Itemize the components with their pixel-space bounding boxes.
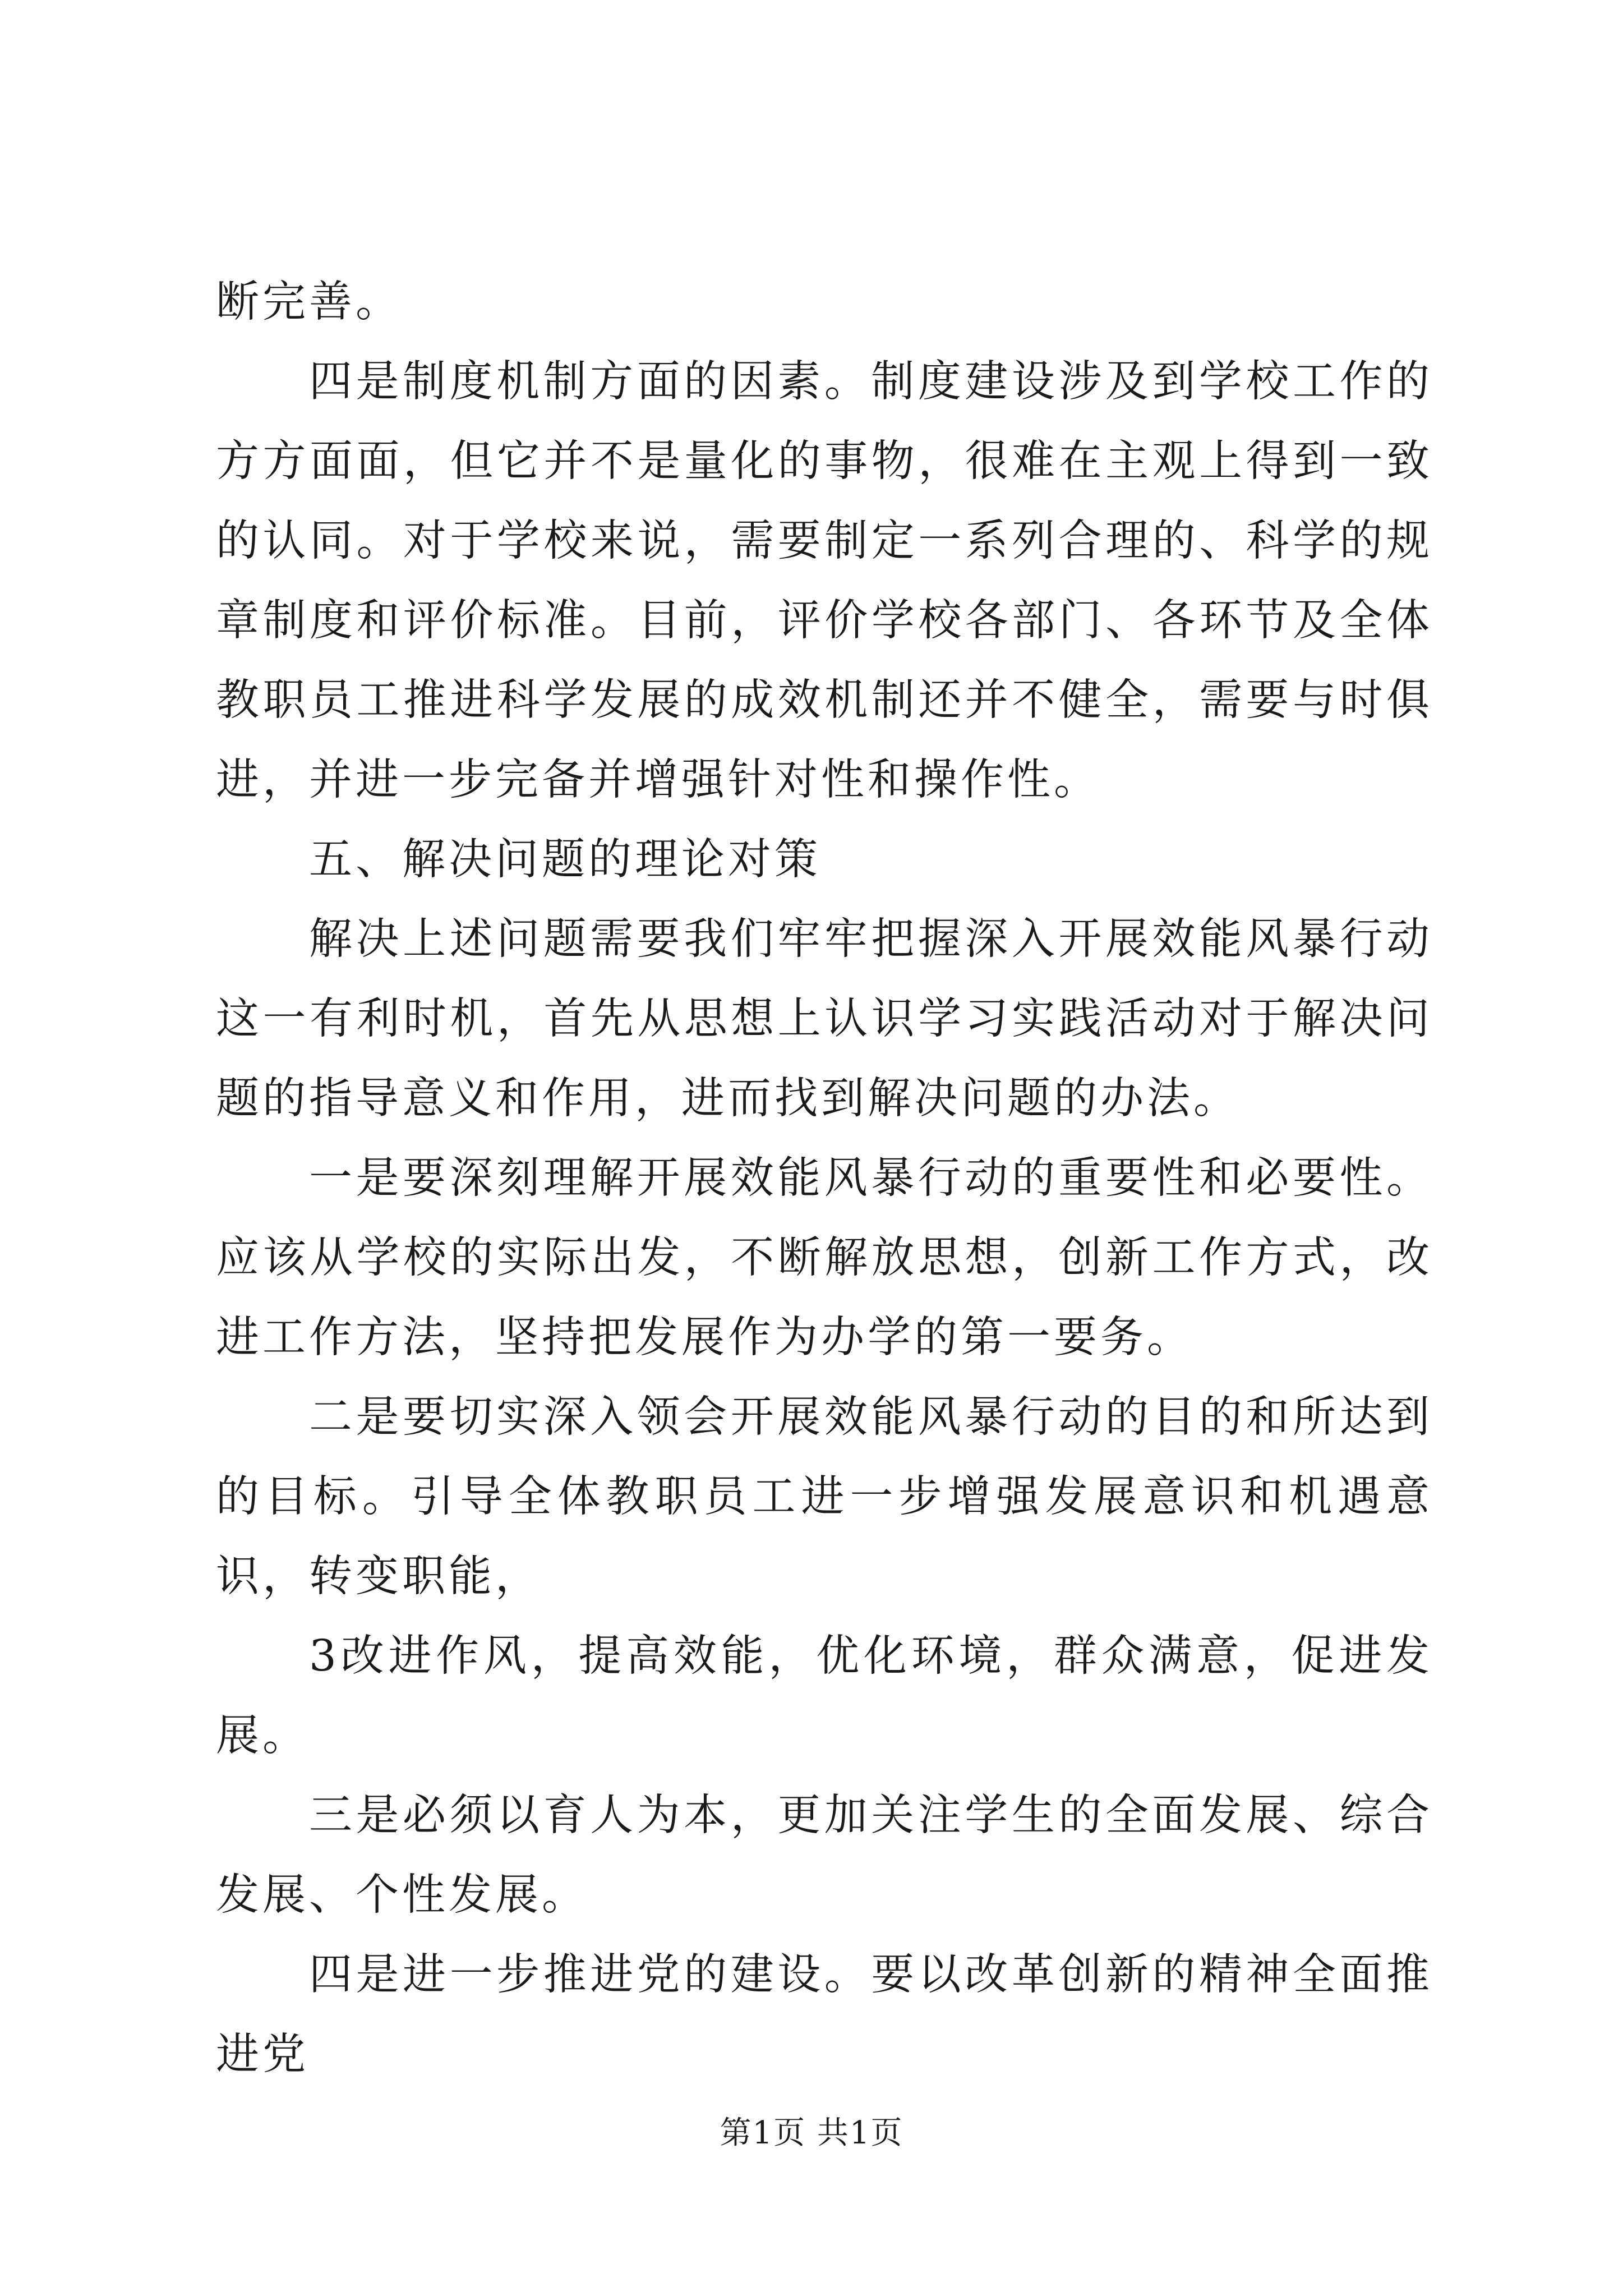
page-number-footer: 第1页 共1页 [720, 2115, 903, 2151]
paragraph-8: 三是必须以育人为本，更加关注学生的全面发展、综合发展、个性发展。 [216, 1791, 1433, 1920]
paragraph-7: 3改进作风，提高效能，优化环境，群众满意，促进发展。 [216, 1631, 1433, 1761]
section-heading: 五、解决问题的理论对策 [309, 835, 821, 885]
paragraph-4: 解决上述问题需要我们牢牢把握深入开展效能风暴行动这一有利时机，首先从思想上认识学习实践活动对于解决问题的指导意义和作用，进而找到解决问题的办法。 [216, 914, 1433, 1124]
paragraph-1: 断完善。 [216, 277, 402, 327]
paragraph-2: 四是制度机制方面的因素。制度建设涉及到学校工作的方方面面，但它并不是量化的事物，很难在主观上得到一致的认同。对于学校来说，需要制定一系列合理的、科学的规章制度和评价标准。目前，评价学校各部门、各环节及全体教职员工推进科学发展的成效机制还并不健全，需要与时俱进，并进一步完备并增强针对性和操作性。 [216, 357, 1433, 805]
paragraph-9: 四是进一步推进党的建设。要以改革创新的精神全面推进党 [216, 1950, 1433, 2079]
document-body [216, 263, 1433, 2095]
paragraph-5: 一是要深刻理解开展效能风暴行动的重要性和必要性。应该从学校的实际出发，不断解放思想，创新工作方式，改进工作方法，坚持把发展作为办学的第一要务。 [216, 1153, 1433, 1363]
paragraph-6: 二是要切实深入领会开展效能风暴行动的目的和所达到的目标。引导全体教职员工进一步增强发展意识和机遇意识，转变职能， [216, 1392, 1433, 1602]
